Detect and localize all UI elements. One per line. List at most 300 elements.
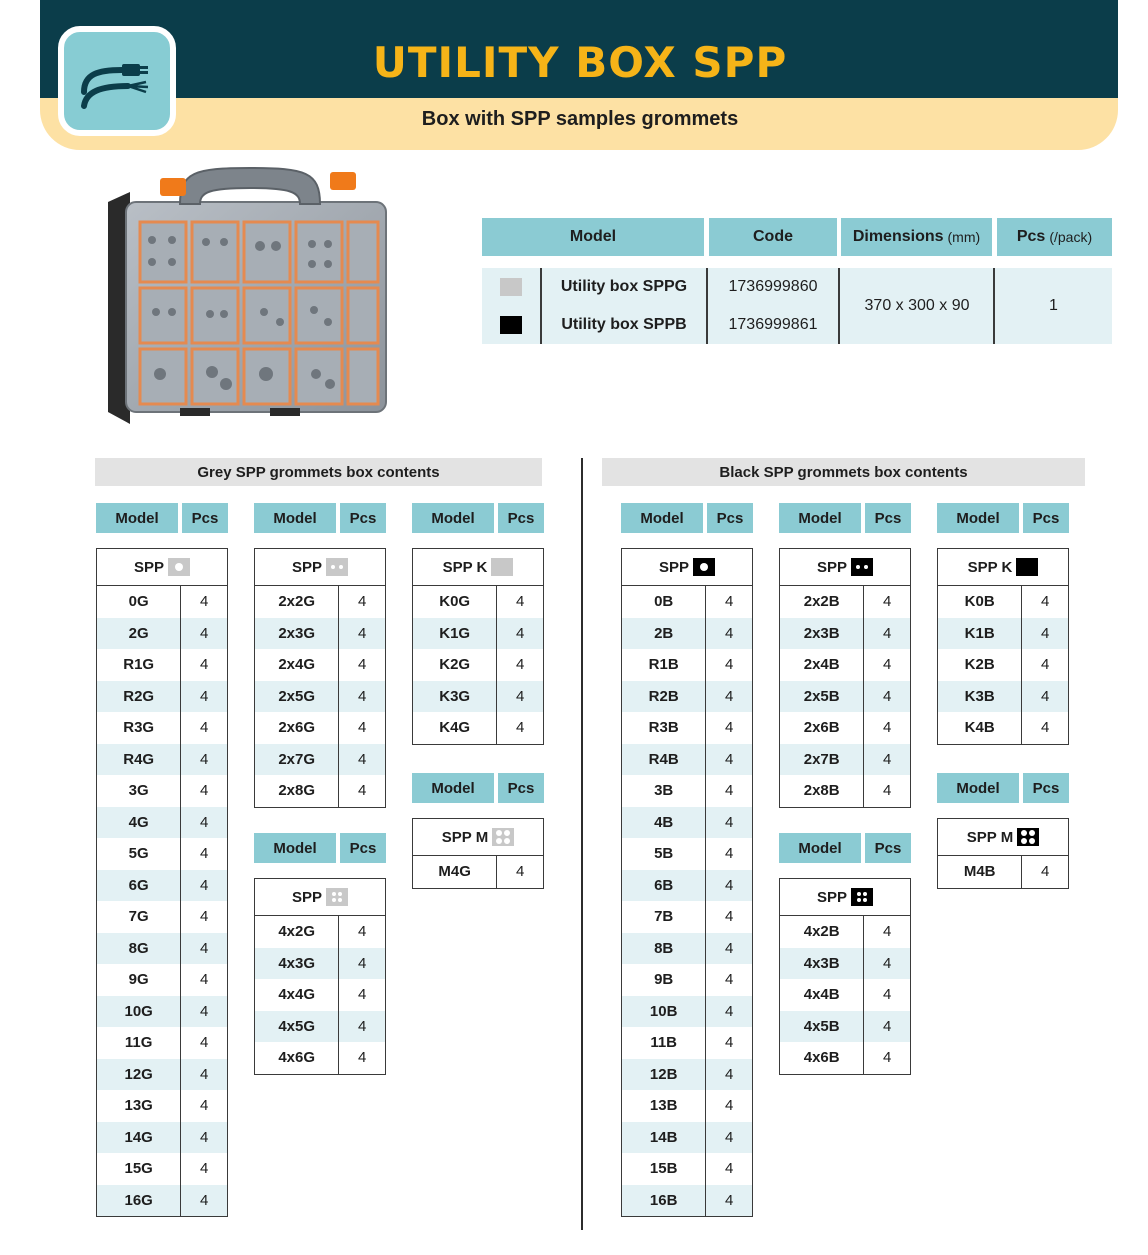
table-rows: [622, 586, 752, 1216]
pcs-cell: 4: [200, 1191, 209, 1209]
grommet-symbol-icon: [326, 558, 348, 576]
model-column-header: Model: [937, 503, 1019, 533]
hole-dot: [331, 565, 335, 569]
pcs-cell: 4: [200, 845, 209, 863]
table-row: [622, 901, 752, 933]
hole-dot: [332, 892, 336, 896]
model-cell: 5B: [622, 838, 706, 870]
table-rows: [938, 586, 1068, 744]
hole-dot: [332, 898, 336, 902]
pcs-cell: 4: [1041, 687, 1050, 705]
table-row: [622, 681, 752, 713]
section-divider: [581, 458, 583, 1230]
table-rows: [413, 856, 543, 888]
pcs-cell: 4: [200, 1128, 209, 1146]
pcs-cell: 4: [1041, 656, 1050, 674]
model-cell: 4x4B: [780, 979, 864, 1011]
hole-dot: [496, 830, 502, 836]
pcs-cell: 4: [358, 954, 367, 972]
hole-dot: [504, 838, 510, 844]
model-cell: 2x7B: [780, 744, 864, 776]
table-row: [255, 712, 385, 744]
model-cell: 2B: [622, 618, 706, 650]
pcs-cell: 4: [883, 750, 892, 768]
grey-spp-box: [96, 548, 228, 1217]
model-cell: 2x7G: [255, 744, 339, 776]
black-sppm-box: [937, 818, 1069, 889]
model-cell: 2x4G: [255, 649, 339, 681]
model-sppb: Utility box SPPB: [561, 316, 687, 333]
model-cell: 15G: [97, 1153, 181, 1185]
model-cell: 15B: [622, 1153, 706, 1185]
black-swatch: [500, 316, 522, 334]
pcs-cell: 4: [725, 593, 734, 611]
model-cell: 12B: [622, 1059, 706, 1091]
table-row: [97, 838, 227, 870]
model-cell: R2B: [622, 681, 706, 713]
pcs-header-label: Pcs: [1016, 228, 1046, 245]
hole-dot: [175, 563, 183, 571]
pcs-cell: 4: [725, 876, 734, 894]
model-cell: 7G: [97, 901, 181, 933]
pcs-cell: 4: [200, 1160, 209, 1178]
pcs-cell: 4: [358, 656, 367, 674]
model-cell: 6B: [622, 870, 706, 902]
model-cell: 4x6B: [780, 1042, 864, 1074]
table-row: [97, 775, 227, 807]
model-cell: 4x2G: [255, 916, 339, 948]
pcs-cell: 4: [725, 1097, 734, 1115]
grey-sppk-box: [412, 548, 544, 745]
pcs-cell: 4: [725, 908, 734, 926]
table-row: [255, 618, 385, 650]
pcs-cell: 4: [725, 1160, 734, 1178]
table-row: [780, 948, 910, 980]
black-spp-title: [622, 549, 752, 586]
hole-dot: [700, 563, 708, 571]
pcs-column-header: Pcs: [865, 833, 911, 863]
pcs-cell: 4: [200, 656, 209, 674]
model-column-header: Model: [937, 773, 1019, 803]
table-row: [413, 649, 543, 681]
pcs-cell: 4: [200, 1065, 209, 1083]
table-title-label: SPP M: [966, 828, 1014, 846]
model-cell: 10B: [622, 996, 706, 1028]
table-row: [622, 870, 752, 902]
hole-dot: [863, 892, 867, 896]
model-cell: 11G: [97, 1027, 181, 1059]
grommet-symbol-icon: [851, 888, 873, 906]
pcs-cell: 4: [200, 939, 209, 957]
model-header: Model: [482, 218, 704, 256]
pcs-column-header: Pcs: [865, 503, 911, 533]
table-row: [255, 948, 385, 980]
hole-dot: [1021, 838, 1027, 844]
table-rows: [938, 856, 1068, 888]
model-cell: 11B: [622, 1027, 706, 1059]
grommet-symbol-icon: [1016, 558, 1038, 576]
table-row: [255, 649, 385, 681]
model-cell: R3G: [97, 712, 181, 744]
grommet-symbol-icon: [326, 888, 348, 906]
model-cell: 2x3G: [255, 618, 339, 650]
table-row: [97, 712, 227, 744]
table-row: [413, 618, 543, 650]
pcs-value: 1: [1049, 297, 1058, 314]
pcs-cell: 4: [358, 782, 367, 800]
grommet-symbol-icon: [168, 558, 190, 576]
model-cell: M4B: [938, 856, 1022, 888]
table-row: [780, 979, 910, 1011]
table-row: [97, 870, 227, 902]
table-row: [780, 1011, 910, 1043]
model-cell: 4B: [622, 807, 706, 839]
grey-spp4-title: [255, 879, 385, 916]
table-row: [97, 901, 227, 933]
pcs-cell: 4: [883, 1049, 892, 1067]
table-row: [938, 712, 1068, 744]
pcs-cell: 4: [725, 687, 734, 705]
table-row: [255, 916, 385, 948]
model-cell: K3G: [413, 681, 497, 713]
model-cell: K4G: [413, 712, 497, 744]
pcs-cell: 4: [358, 1049, 367, 1067]
table-title-label: SPP K: [442, 558, 488, 576]
model-table: [482, 218, 1112, 344]
black-sppk-title: [938, 549, 1068, 586]
pcs-cell: 4: [725, 1002, 734, 1020]
pcs-cell: 4: [358, 593, 367, 611]
pcs-cell: 4: [1041, 719, 1050, 737]
black-sppk-box: [937, 548, 1069, 745]
table-title-label: SPP: [291, 888, 322, 906]
pcs-cell: 4: [516, 863, 525, 881]
pcs-cell: 4: [516, 593, 525, 611]
model-cell: 16G: [97, 1185, 181, 1217]
grommet-symbol-icon: [851, 558, 873, 576]
dimensions-header-unit: (mm): [947, 229, 981, 245]
table-row: [622, 618, 752, 650]
table-row: [97, 807, 227, 839]
model-cell: 4G: [97, 807, 181, 839]
grey-spp-title: [97, 549, 227, 586]
model-cell: 14B: [622, 1122, 706, 1154]
pcs-cell: 4: [200, 687, 209, 705]
black-spp4-box: [779, 878, 911, 1075]
model-table-body: [482, 268, 1112, 344]
model-column-header: Model: [412, 773, 494, 803]
pcs-cell: 4: [200, 908, 209, 926]
table-row: [97, 618, 227, 650]
pcs-cell: 4: [200, 782, 209, 800]
pcs-cell: 4: [200, 750, 209, 768]
table-row: [622, 933, 752, 965]
pcs-column-header: Pcs: [182, 503, 228, 533]
table-row: [622, 586, 752, 618]
model-cell: R2G: [97, 681, 181, 713]
table-row: [622, 1122, 752, 1154]
dimensions-header: [841, 218, 992, 256]
table-row: [622, 964, 752, 996]
model-cell: 12G: [97, 1059, 181, 1091]
table-row: [622, 1185, 752, 1217]
model-cell: 10G: [97, 996, 181, 1028]
table-row: [97, 964, 227, 996]
pcs-cell: 4: [725, 845, 734, 863]
table-rows: [255, 586, 385, 807]
table-row: [780, 1042, 910, 1074]
table-row: [938, 618, 1068, 650]
model-cell: R4G: [97, 744, 181, 776]
model-cell: 2x5G: [255, 681, 339, 713]
pcs-cell: 4: [725, 624, 734, 642]
hole-dot: [504, 830, 510, 836]
table-row: [780, 712, 910, 744]
pcs-cell: 4: [725, 813, 734, 831]
pcs-cell: 4: [200, 719, 209, 737]
table-row: [97, 1090, 227, 1122]
grey-swatch: [500, 278, 522, 296]
model-cell: 4x3B: [780, 948, 864, 980]
model-cell: 4x2B: [780, 916, 864, 948]
model-cell: 4x3G: [255, 948, 339, 980]
table-row: [413, 856, 543, 888]
model-cell: 4x4G: [255, 979, 339, 1011]
pcs-cell: 4: [358, 986, 367, 1004]
table-row: [413, 586, 543, 618]
model-sppg: Utility box SPPG: [560, 278, 688, 295]
model-cell: 6G: [97, 870, 181, 902]
pcs-cell: 4: [725, 1191, 734, 1209]
table-row: [622, 838, 752, 870]
model-cell: K1G: [413, 618, 497, 650]
pcs-cell: 4: [883, 593, 892, 611]
cable-icon: [78, 52, 158, 112]
pcs-cell: 4: [200, 1097, 209, 1115]
table-row: [97, 1153, 227, 1185]
model-cell: 8G: [97, 933, 181, 965]
hole-dot: [856, 565, 860, 569]
pcs-cell: 4: [358, 624, 367, 642]
table-row: [780, 744, 910, 776]
pcs-cell: 4: [200, 593, 209, 611]
table-row: [97, 649, 227, 681]
pcs-cell: 4: [883, 782, 892, 800]
table-row: [255, 744, 385, 776]
utility-box-image: [100, 162, 400, 432]
pcs-column-header: Pcs: [707, 503, 753, 533]
table-row: [413, 712, 543, 744]
grey-section-title: Grey SPP grommets box contents: [95, 458, 542, 486]
hole-dot: [863, 898, 867, 902]
table-row: [622, 649, 752, 681]
pcs-cell: 4: [1041, 863, 1050, 881]
pcs-cell: 4: [358, 923, 367, 941]
model-cell: 2x6B: [780, 712, 864, 744]
table-row: [255, 1011, 385, 1043]
pcs-cell: 4: [725, 1128, 734, 1146]
pcs-cell: 4: [1041, 624, 1050, 642]
pcs-cell: 4: [725, 750, 734, 768]
table-row: [97, 1185, 227, 1217]
model-cell: 2G: [97, 618, 181, 650]
black-sppm-title: [938, 819, 1068, 856]
model-column-header: Model: [254, 833, 336, 863]
pcs-column-header: Pcs: [1023, 503, 1069, 533]
table-row: [622, 807, 752, 839]
model-cell: 0B: [622, 586, 706, 618]
model-cell: 2x8G: [255, 775, 339, 807]
dimensions-value: 370 x 300 x 90: [864, 297, 970, 314]
code-sppg: 1736999860: [728, 278, 818, 295]
pcs-cell: 4: [358, 687, 367, 705]
model-cell: 3B: [622, 775, 706, 807]
model-cell: K4B: [938, 712, 1022, 744]
model-cell: 4x6G: [255, 1042, 339, 1074]
model-cell: 0G: [97, 586, 181, 618]
hole-dot: [1021, 830, 1027, 836]
model-cell: 13B: [622, 1090, 706, 1122]
grey-sppk-title: [413, 549, 543, 586]
model-cell: 7B: [622, 901, 706, 933]
table-rows: [413, 586, 543, 744]
pcs-cell: 4: [725, 971, 734, 989]
pcs-cell: 4: [200, 876, 209, 894]
table-row: [622, 1059, 752, 1091]
code-sppb: 1736999861: [728, 316, 818, 333]
pcs-column-header: Pcs: [340, 833, 386, 863]
page-subtitle: Box with SPP samples grommets: [421, 108, 739, 130]
model-cell: K2G: [413, 649, 497, 681]
table-row: [780, 618, 910, 650]
pcs-cell: 4: [200, 971, 209, 989]
table-row: [780, 681, 910, 713]
model-cell: 2x6G: [255, 712, 339, 744]
black-spp2-title: [780, 549, 910, 586]
table-rows: [780, 586, 910, 807]
model-cell: R1G: [97, 649, 181, 681]
hole-dot: [338, 898, 342, 902]
table-title-label: SPP M: [441, 828, 489, 846]
model-column-header: Model: [412, 503, 494, 533]
black-spp-box: [621, 548, 753, 1217]
model-column-header: Model: [779, 833, 861, 863]
hole-dot: [338, 892, 342, 896]
hole-dot: [339, 565, 343, 569]
black-spp2-box: [779, 548, 911, 808]
table-row: [97, 996, 227, 1028]
model-cell: 9G: [97, 964, 181, 996]
pcs-cell: 4: [516, 687, 525, 705]
grey-spp4-box: [254, 878, 386, 1075]
pcs-header: [997, 218, 1112, 256]
pcs-cell: 4: [516, 719, 525, 737]
table-row: [780, 916, 910, 948]
model-column-header: Model: [96, 503, 178, 533]
pcs-column-header: Pcs: [498, 503, 544, 533]
grommet-symbol-icon: [1017, 828, 1039, 846]
model-cell: 8B: [622, 933, 706, 965]
table-row: [622, 996, 752, 1028]
pcs-cell: 4: [200, 1002, 209, 1020]
pcs-cell: 4: [200, 624, 209, 642]
model-cell: K1B: [938, 618, 1022, 650]
table-row: [97, 744, 227, 776]
model-cell: 2x4B: [780, 649, 864, 681]
pcs-column-header: Pcs: [498, 773, 544, 803]
pcs-cell: 4: [883, 1017, 892, 1035]
table-row: [255, 586, 385, 618]
model-cell: 2x3B: [780, 618, 864, 650]
table-title-label: SPP: [658, 558, 689, 576]
table-row: [622, 712, 752, 744]
table-title-label: SPP K: [967, 558, 1013, 576]
dimensions-header-label: Dimensions: [852, 228, 944, 245]
model-cell: K3B: [938, 681, 1022, 713]
table-row: [255, 681, 385, 713]
model-cell: 4x5B: [780, 1011, 864, 1043]
table-row: [780, 586, 910, 618]
pcs-cell: 4: [516, 656, 525, 674]
hole-dot: [1029, 830, 1035, 836]
hole-dot: [1029, 838, 1035, 844]
table-rows: [255, 916, 385, 1074]
model-cell: R3B: [622, 712, 706, 744]
pcs-cell: 4: [883, 986, 892, 1004]
table-row: [97, 1027, 227, 1059]
hole-dot: [864, 565, 868, 569]
model-cell: 13G: [97, 1090, 181, 1122]
table-row: [938, 856, 1068, 888]
pcs-header-unit: (/pack): [1049, 229, 1093, 245]
pcs-column-header: Pcs: [340, 503, 386, 533]
table-row: [255, 979, 385, 1011]
pcs-cell: 4: [516, 624, 525, 642]
table-title-label: SPP: [291, 558, 322, 576]
table-row: [622, 775, 752, 807]
model-cell: 16B: [622, 1185, 706, 1217]
model-cell: 14G: [97, 1122, 181, 1154]
hole-dot: [857, 892, 861, 896]
table-rows: [97, 586, 227, 1216]
table-row: [780, 775, 910, 807]
model-cell: R1B: [622, 649, 706, 681]
pcs-cell: 4: [883, 954, 892, 972]
table-row: [97, 681, 227, 713]
grey-spp2-title: [255, 549, 385, 586]
table-row: [622, 1090, 752, 1122]
model-cell: 9B: [622, 964, 706, 996]
pcs-cell: 4: [883, 624, 892, 642]
pcs-cell: 4: [200, 1034, 209, 1052]
pcs-cell: 4: [725, 1065, 734, 1083]
table-row: [97, 586, 227, 618]
grommet-symbol-icon: [492, 828, 514, 846]
pcs-cell: 4: [1041, 593, 1050, 611]
model-cell: 2x2G: [255, 586, 339, 618]
table-row: [622, 1027, 752, 1059]
pcs-cell: 4: [883, 656, 892, 674]
model-cell: K0B: [938, 586, 1022, 618]
table-row: [97, 1122, 227, 1154]
code-header: Code: [709, 218, 837, 256]
table-row: [780, 649, 910, 681]
pcs-cell: 4: [358, 1017, 367, 1035]
model-cell: 4x5G: [255, 1011, 339, 1043]
pcs-cell: 4: [883, 923, 892, 941]
black-section-title: Black SPP grommets box contents: [602, 458, 1085, 486]
table-row: [938, 586, 1068, 618]
